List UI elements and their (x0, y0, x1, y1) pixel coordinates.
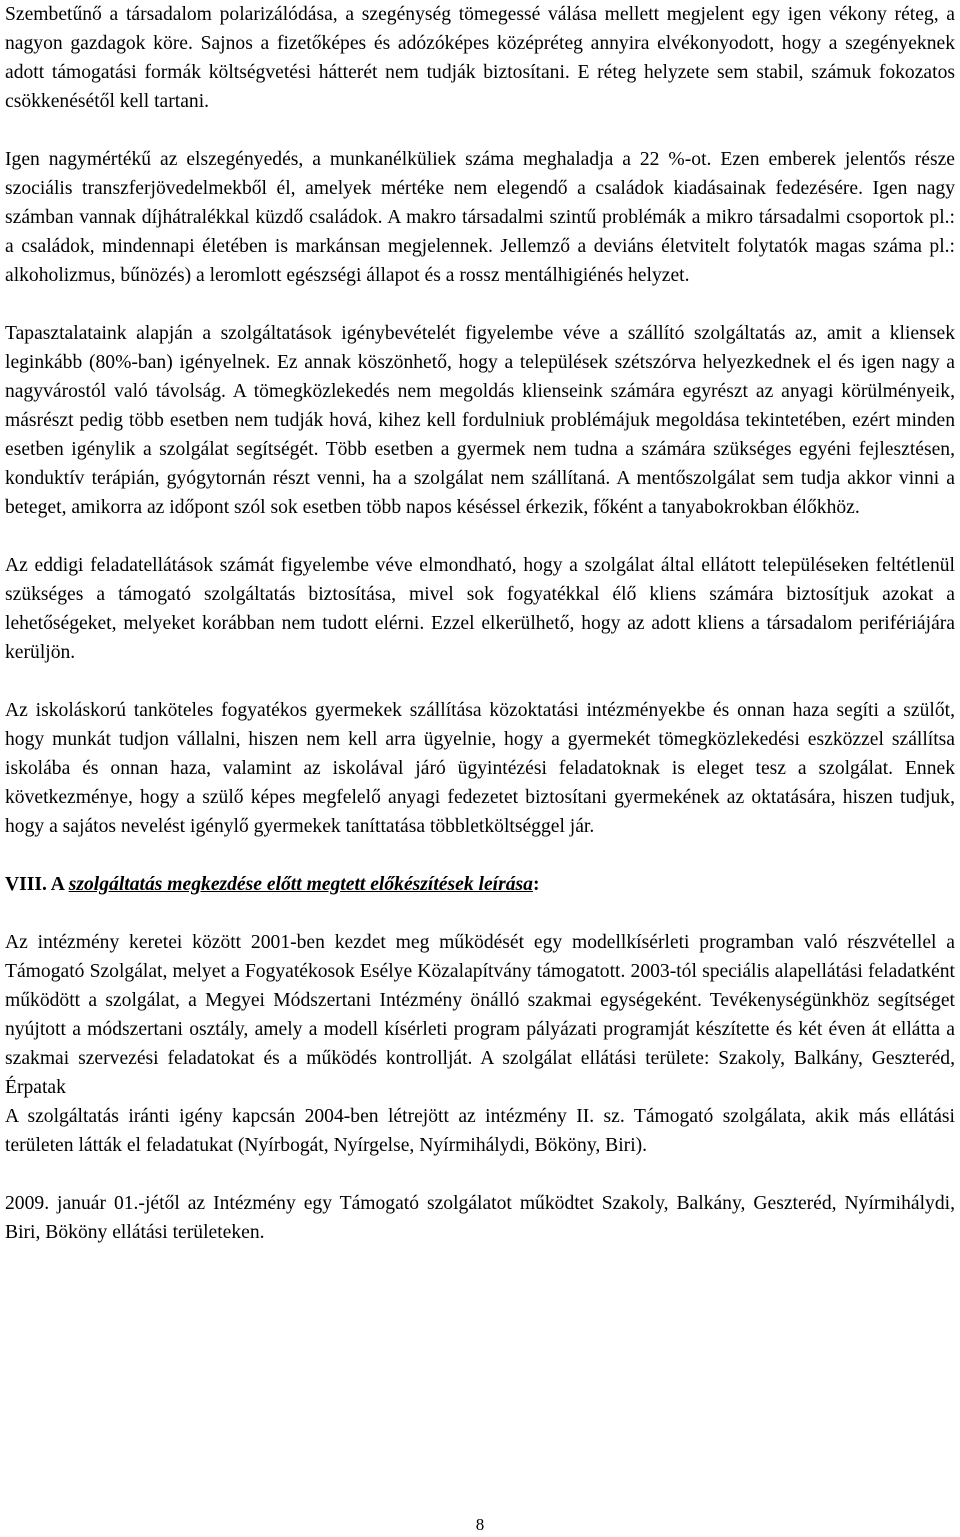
section-heading (5, 870, 955, 899)
paragraph-2009-service: 2009. január 01.-jétől az Intézmény egy Támogató szolgálatot működtet Szakoly, Balkány, Geszteréd, Nyírmihálydi, Biri, Bököny ellátási területeken. (5, 1193, 955, 1243)
paragraph-spacer (5, 522, 955, 551)
paragraph-transport-service: Tapasztalataink alapján a szolgáltatások igénybevételét figyelembe véve a szállító szolgáltatás az, amit a kliensek leginkább (80%-ban) igényelnek. Ez annak köszönhető, hogy a települések szétszórva helyezkednek el és igen nagy a nagyvárostól való távolság. A tömegközlekedés nem megoldás klienseink számára egyrészt az anyagi körülményeik, másrészt pedig több esetben nem tudják hová, kihez kell fordulniuk problémájuk megoldása tekintetében, ezért minden esetben igénylik a szolgálat segítségét. Több esetben a gyermek nem tudna a számára szükséges egyéni fejlesztésen, konduktív terápián, gyógytornán részt venni, ha a szolgálat nem szállítaná. A mentőszolgálat sem tudja akkor vinni a beteget, amikorra az időpont szól sok esetben több napos késéssel érkezik, főként a tanyabokrokban élőkhöz. (5, 323, 955, 518)
paragraph-polarization: Szembetűnő a társadalom polarizálódása, a szegénység tömegessé válása mellett megjelent egy igen vékony réteg, a nagyon gazdagok köre. Sajnos a fizetőképes és adózóképes középréteg annyira elvékonyodott, hogy a szegényeknek adott támogatási formák költségvetési hátterét nem tudják biztosítani. E réteg helyzete sem stabil, számuk fokozatos csökkenésétől kell tartani. (5, 4, 955, 112)
paragraph-second-service: A szolgáltatás iránti igény kapcsán 2004-ben létrejött az intézmény II. sz. Támogató szolgálata, akik más ellátási területen látták el feladatukat (Nyírbogát, Nyírgelse, Nyírmihálydi, Bököny, Biri). (5, 1106, 955, 1156)
paragraph-poverty: Igen nagymértékű az elszegényedés, a munkanélküliek száma meghaladja a 22 %-ot. Ezen emberek jelentős része szociális transzferjövedelmekből él, amelyek mértéke nem elegendő a családok kiadásainak fedezésére. Igen nagy számban vannak díjhátralékkal küzdő családok. A makro társadalmi szintű problémák a mikro társadalmi csoportok pl.: a családok, mindennapi életében is markánsan megjelennek. Jellemző a deviáns életvitelt folytatók magas száma pl.: alkoholizmus, bűnözés) a leromlott egészségi állapot és a rossz mentálhigiénés helyzet. (5, 149, 955, 286)
paragraph-spacer (5, 899, 955, 928)
section-title: szolgáltatás megkezdése előtt megtett előkészítések leírása (68, 874, 533, 895)
paragraph-spacer (5, 116, 955, 145)
paragraph-spacer (5, 290, 955, 319)
paragraph-spacer (5, 667, 955, 696)
page-number: 8 (475, 1515, 485, 1534)
paragraph-spacer (5, 1160, 955, 1189)
section-title-suffix: : (532, 874, 540, 895)
paragraph-service-necessity: Az eddigi feladatellátások számát figyelembe véve elmondható, hogy a szolgálat által ellátott településeken feltétlenül szükséges a támogató szolgáltatás biztosítása, mivel sok fogyatékkal élő kliens számára biztosítjuk azokat a lehetőségeket, melyeket korábban nem tudott elérni. Ezzel elkerülhető, hogy az adott kliens a társadalom perifériájára kerüljön. (5, 555, 955, 663)
paragraph-history: Az intézmény keretei között 2001-ben kezdet meg működését egy modellkísérleti programban való részvétellel a Támogató Szolgálat, melyet a Fogyatékosok Esélye Közalapítvány támogatott. 2003-tól speciális alapellátási feladatként működött a szolgálat, a Megyei Módszertani Intézmény önálló szakmai egységeként. Tevékenységünkhöz segítséget nyújtott a módszertani osztály, amely a modell kísérleti program pályázati programját készítette és két éven át ellátta a szakmai szervezési feladatokat és a működés kontrollját. A szolgálat ellátási területe: Szakoly, Balkány, Geszteréd, Érpatak (5, 932, 955, 1098)
paragraph-school-children: Az iskoláskorú tanköteles fogyatékos gyermekek szállítása közoktatási intézményekbe és onnan haza segíti a szülőt, hogy munkát tudjon vállalni, hiszen nem kell arra ügyelnie, hogy a gyermekét tömegközlekedési eszközzel szállítsa iskolába és onnan haza, valamint az iskolával járó ügyintézési feladatoknak is eleget tesz a szolgálat. Ennek következménye, hogy a szülő képes megfelelő anyagi fedezetet biztosítani gyermekének az oktatására, hiszen tudjuk, hogy a sajátos nevelést igénylő gyermekek taníttatása többletköltséggel jár. (5, 700, 955, 837)
section-title-prefix: A (50, 874, 64, 895)
document-body (5, 0, 955, 1247)
paragraph-spacer (5, 841, 955, 870)
section-number: VIII. (5, 874, 47, 895)
